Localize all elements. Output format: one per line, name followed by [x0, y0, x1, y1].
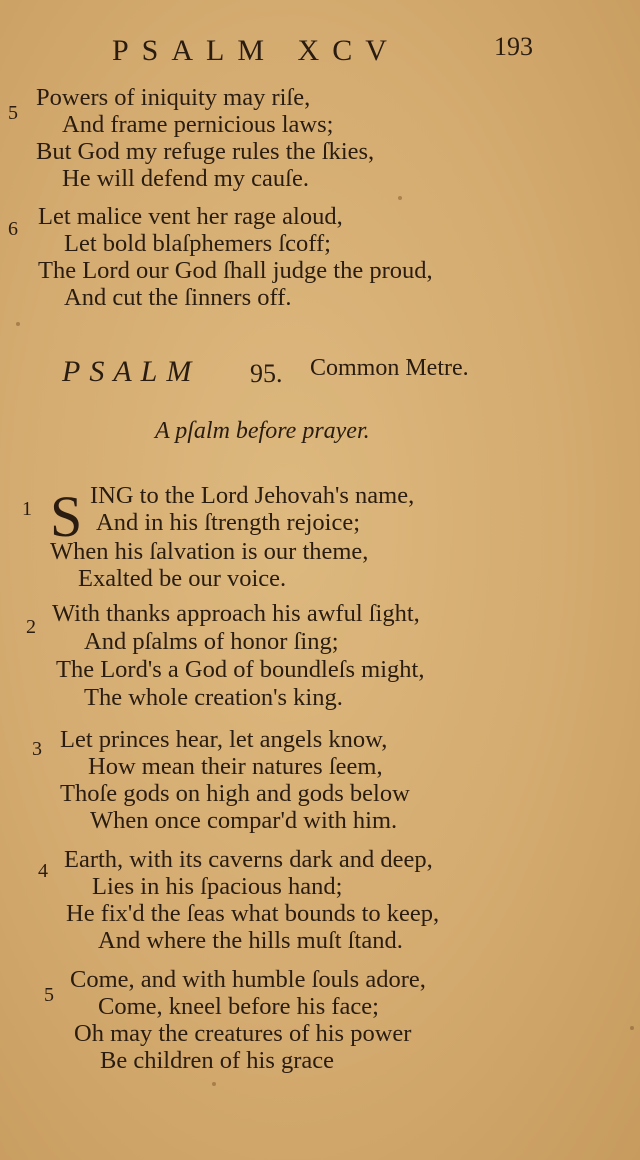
verse-line: He fix'd the ſeas what bounds to keep, [66, 900, 440, 927]
verse-line: He will defend my cauſe. [62, 165, 309, 192]
drop-cap: S [50, 484, 83, 549]
verse-line: How mean their natures ſeem, [88, 753, 383, 780]
verse-number: 1 [22, 498, 32, 520]
psalm-number: 95. [250, 359, 283, 388]
verse-line: When once compar'd with him. [90, 807, 398, 834]
page-number: 193 [494, 32, 533, 61]
verse-line: Lies in his ſpacious hand; [92, 873, 343, 900]
verse-line: And where the hills muſt ſtand. [98, 927, 403, 954]
verse-line: With thanks approach his awful ſight, [52, 600, 420, 627]
verse-line: Be children of his grace [100, 1047, 335, 1074]
psalm-metre: Common Metre. [310, 355, 469, 381]
page-header [0, 30, 640, 74]
verse-line: And in his ſtrength rejoice; [96, 509, 360, 536]
verse-line: And cut the ſinners off. [64, 284, 292, 311]
verse-line: Come, and with humble ſouls adore, [70, 966, 426, 993]
verse-number: 4 [38, 860, 48, 882]
verse-number: 2 [26, 616, 36, 638]
verse-line: Oh may the creatures of his power [74, 1020, 412, 1047]
verse-line: Powers of iniquity may riſe, [36, 84, 311, 111]
verse-number: 5 [44, 984, 54, 1006]
verse-line: But God my refuge rules the ſkies, [36, 138, 375, 165]
psalm-heading [60, 355, 620, 395]
verse-line: Let malice vent her rage aloud, [38, 203, 343, 230]
psalm-subtitle: A pſalm before prayer. [155, 418, 370, 444]
verse-line: Earth, with its caverns dark and deep, [64, 846, 433, 873]
verse-number: 5 [8, 102, 18, 124]
verse-line: The Lord our God ſhall judge the proud, [38, 257, 433, 284]
verse-line: Thoſe gods on high and gods below [60, 780, 410, 807]
verse-line: Let princes hear, let angels know, [60, 726, 388, 753]
verse-line: Come, kneel before his face; [98, 993, 379, 1020]
verse-number: 3 [32, 738, 42, 760]
verse-line: The Lord's a God of boundleſs might, [56, 656, 425, 683]
verse-line: When his ſalvation is our theme, [50, 538, 369, 565]
verse-line: ING to the Lord Jehovah's name, [90, 482, 415, 509]
verse-number: 6 [8, 218, 18, 240]
running-title: PSALM XCV [112, 34, 400, 67]
psalm-label: PSALM [62, 355, 201, 388]
verse-line: The whole creation's king. [84, 684, 343, 711]
verse-line: And pſalms of honor ſing; [84, 628, 339, 655]
verse-line: Exalted be our voice. [78, 565, 287, 592]
verse-line: Let bold blaſphemers ſcoff; [64, 230, 331, 257]
verse-line: And frame pernicious laws; [62, 111, 334, 138]
